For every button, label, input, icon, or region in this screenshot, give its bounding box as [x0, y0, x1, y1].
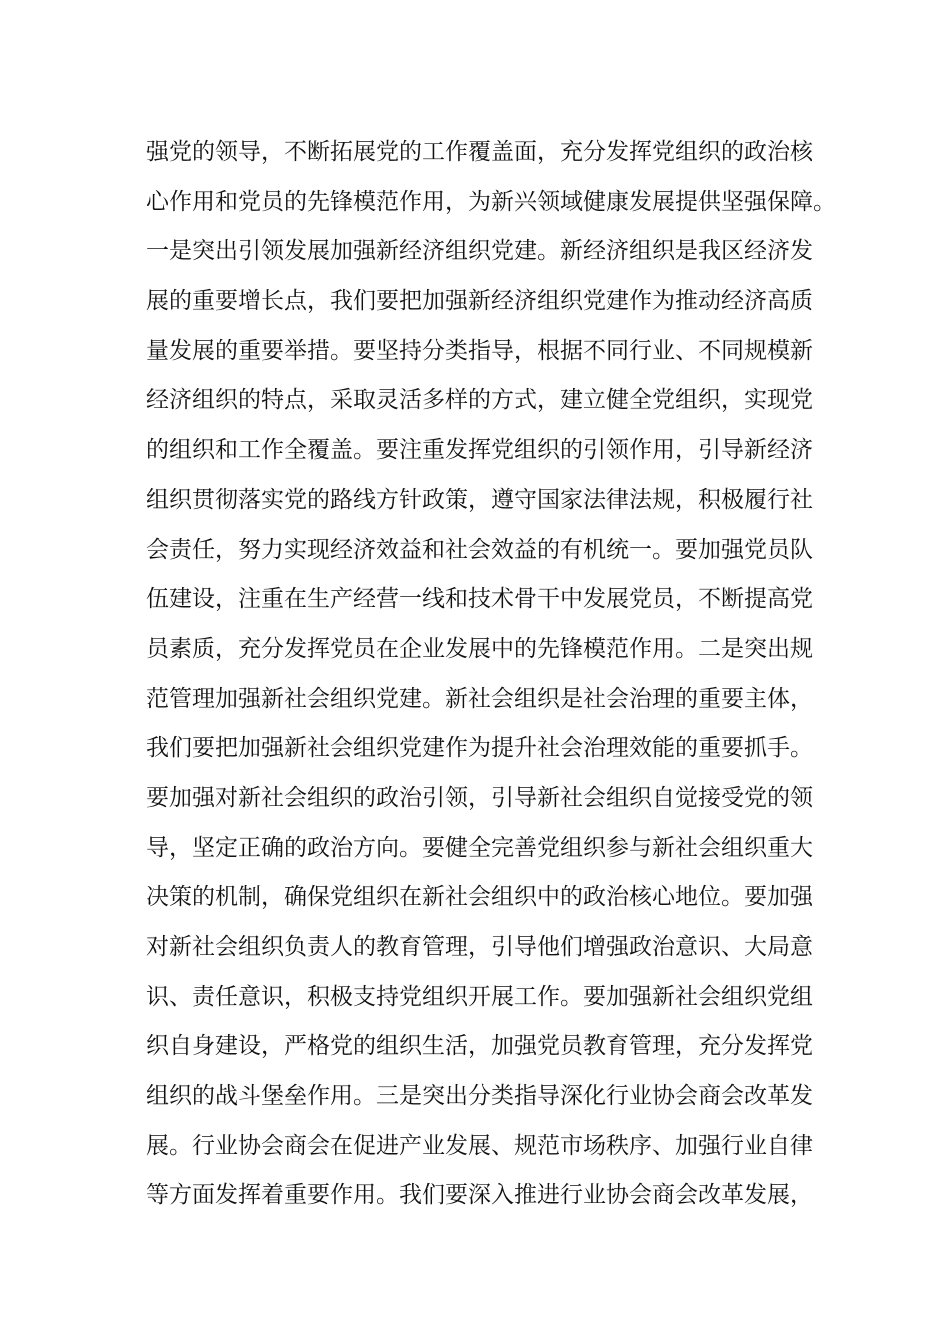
text-line: 导，坚定正确的政治方向。要健全完善党组织参与新社会组织重大 [146, 834, 813, 861]
text-line: 心作用和党员的先锋模范作用，为新兴领域健康发展提供坚强保障。 [146, 188, 836, 215]
text-line: 组织的战斗堡垒作用。三是突出分类指导深化行业协会商会改革发 [146, 1083, 813, 1110]
text-line: 强党的领导，不断拓展党的工作覆盖面，充分发挥党组织的政治核 [146, 139, 813, 165]
text-line: 组织贯彻落实党的路线方针政策，遵守国家法律法规，积极履行社 [146, 486, 813, 513]
text-line: 我们要把加强新社会组织党建作为提升社会治理效能的重要抓手。 [146, 735, 813, 762]
text-line: 等方面发挥着重要作用。我们要深入推进行业协会商会改革发展， [146, 1182, 813, 1209]
text-line: 一是突出引领发展加强新经济组织党建。新经济组织是我区经济发 [146, 238, 813, 265]
text-line: 量发展的重要举措。要坚持分类指导，根据不同行业、不同规模新 [146, 337, 813, 364]
text-line: 织自身建设，严格党的组织生活，加强党员教育管理，充分发挥党 [146, 1033, 813, 1060]
body-text [146, 128, 836, 1221]
text-line: 要加强对新社会组织的政治引领，引导新社会组织自觉接受党的领 [146, 784, 813, 811]
text-line: 决策的机制，确保党组织在新社会组织中的政治核心地位。要加强 [146, 884, 813, 911]
text-line: 的组织和工作全覆盖。要注重发挥党组织的引领作用，引导新经济 [146, 437, 813, 464]
text-line: 会责任，努力实现经济效益和社会效益的有机统一。要加强党员队 [146, 536, 813, 563]
text-line: 伍建设，注重在生产经营一线和技术骨干中发展党员，不断提高党 [146, 586, 813, 613]
text-line: 展的重要增长点，我们要把加强新经济组织党建作为推动经济高质 [146, 288, 813, 315]
text-line: 对新社会组织负责人的教育管理，引导他们增强政治意识、大局意 [146, 934, 813, 960]
text-line: 展。行业协会商会在促进产业发展、规范市场秩序、加强行业自律 [146, 1132, 813, 1159]
text-line: 识、责任意识，积极支持党组织开展工作。要加强新社会组织党组 [146, 983, 813, 1010]
text-line: 范管理加强新社会组织党建。新社会组织是社会治理的重要主体， [146, 685, 813, 712]
text-line: 员素质，充分发挥党员在企业发展中的先锋模范作用。二是突出规 [146, 635, 813, 662]
text-line: 经济组织的特点，采取灵活多样的方式，建立健全党组织，实现党 [146, 387, 813, 414]
